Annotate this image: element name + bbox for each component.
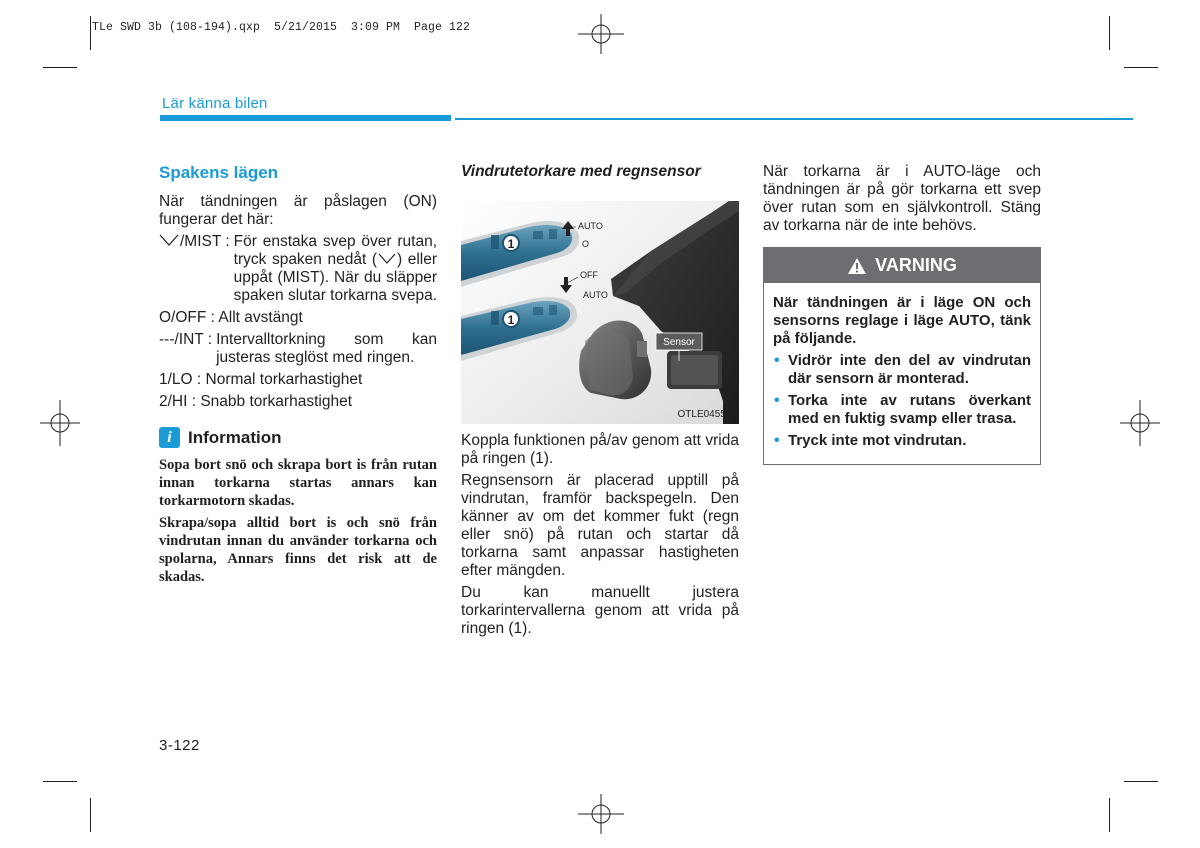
registration-mark-icon: [1120, 400, 1160, 446]
warning-item: • Torka inte av rutans överkant med en fuktig svamp eller trasa.: [774, 392, 1031, 427]
mist-description-a: För enstaka svep över rutan, tryck spaken nedåt (: [233, 233, 437, 268]
definition-off: O/OFF : Allt avstängt: [159, 309, 303, 326]
section-title: Lär känna bilen: [162, 95, 268, 112]
registration-mark-icon: [40, 400, 80, 446]
bullet-icon: •: [774, 352, 780, 369]
body-paragraph: Regnsensorn är placerad upptill på vindrutan, framför backspegeln. Den känner av om det kommer fukt (regn eller snö) på rutan och startar då torkarna samt anpassar hastigheten efter mängden.: [461, 472, 739, 579]
int-term: ---/INT :: [159, 331, 213, 348]
bullet-icon: •: [774, 392, 780, 409]
warning-box: [763, 247, 1041, 465]
warning-intro: När tändningen är i läge ON och sensorns reglage i läge AUTO, tänk på följande.: [773, 294, 1031, 347]
label-o: O: [582, 239, 590, 249]
info-icon: i: [159, 427, 180, 448]
figure-code: OTLE045509: [677, 409, 737, 420]
definition-hi: 2/HI : Snabb torkarhastighet: [159, 393, 353, 410]
column-lever-positions: [159, 163, 437, 590]
ring-number-label: 1: [507, 313, 515, 327]
mist-term: /MIST :: [180, 233, 230, 250]
registration-mark-icon: [578, 14, 624, 54]
definition-lo: 1/LO : Normal torkarhastighet: [159, 371, 363, 388]
section-rule-line: [455, 118, 1133, 120]
print-slug: TLe SWD 3b (108-194).qxp 5/21/2015 3:09 PM Page 122: [92, 21, 471, 34]
label-sensor: Sensor: [663, 337, 695, 348]
ring-number-label: 1: [507, 237, 515, 251]
information-title: [159, 427, 437, 448]
body-paragraph: Koppla funktionen på/av genom att vrida på ringen (1).: [461, 432, 739, 467]
chevron-down-icon: [159, 234, 179, 246]
intro-text: När tändningen är påslagen (ON) fungerar det här:: [159, 193, 437, 228]
information-paragraph: Sopa bort snö och skrapa bort is från rutan innan torkarna startas annars kan torkarmotorn skadas.: [159, 457, 437, 509]
label-off: OFF: [580, 270, 598, 280]
body-paragraph: När torkarna är i AUTO-läge och tändningen är på gör torkarna ett svep över rutan som en självkontroll. Stäng av torkarna när de inte behövs.: [763, 163, 1041, 234]
rain-sensor-figure: [461, 201, 739, 424]
warning-item: • Tryck inte mot vindrutan.: [774, 432, 967, 449]
body-paragraph: Du kan manuellt justera torkarintervallerna genom att vrida på ringen (1).: [461, 584, 739, 637]
definition-int: [159, 331, 437, 367]
information-label: Information: [188, 427, 282, 447]
warning-header: [764, 248, 1040, 283]
label-auto-top: AUTO: [578, 221, 603, 231]
mist-description-b: ) eller uppåt (MIST). När du släpper spaken slutar torkarna svepa.: [233, 251, 438, 304]
warning-triangle-icon: [847, 257, 867, 275]
wiper-lever-illustration: [461, 201, 739, 424]
column-rain-sensor: [461, 163, 739, 642]
definition-mist: [159, 233, 437, 305]
warning-item: • Vidrör inte den del av vindrutan där sensorn är monterad.: [774, 352, 1031, 387]
page-number: 3-122: [159, 737, 200, 754]
bullet-icon: •: [774, 432, 780, 449]
warning-title: VARNING: [875, 255, 957, 275]
column-warning: [763, 163, 1041, 465]
chevron-down-icon: [378, 253, 396, 264]
label-auto-bottom: AUTO: [583, 290, 608, 300]
section-rule-bar: [160, 115, 451, 121]
int-description: Intervalltorkning som kan justeras steglöst med ringen.: [216, 331, 437, 366]
registration-mark-icon: [578, 794, 624, 834]
heading-rain-sensor: Vindrutetorkare med regnsensor: [461, 163, 701, 180]
warning-list: [773, 352, 1031, 450]
heading-lever-positions: Spakens lägen: [159, 163, 279, 182]
information-paragraph: Skrapa/sopa alltid bort is och snö från vindrutan innan du använder torkarna och spolarna, Annars finns det risk att de skadas.: [159, 515, 437, 585]
